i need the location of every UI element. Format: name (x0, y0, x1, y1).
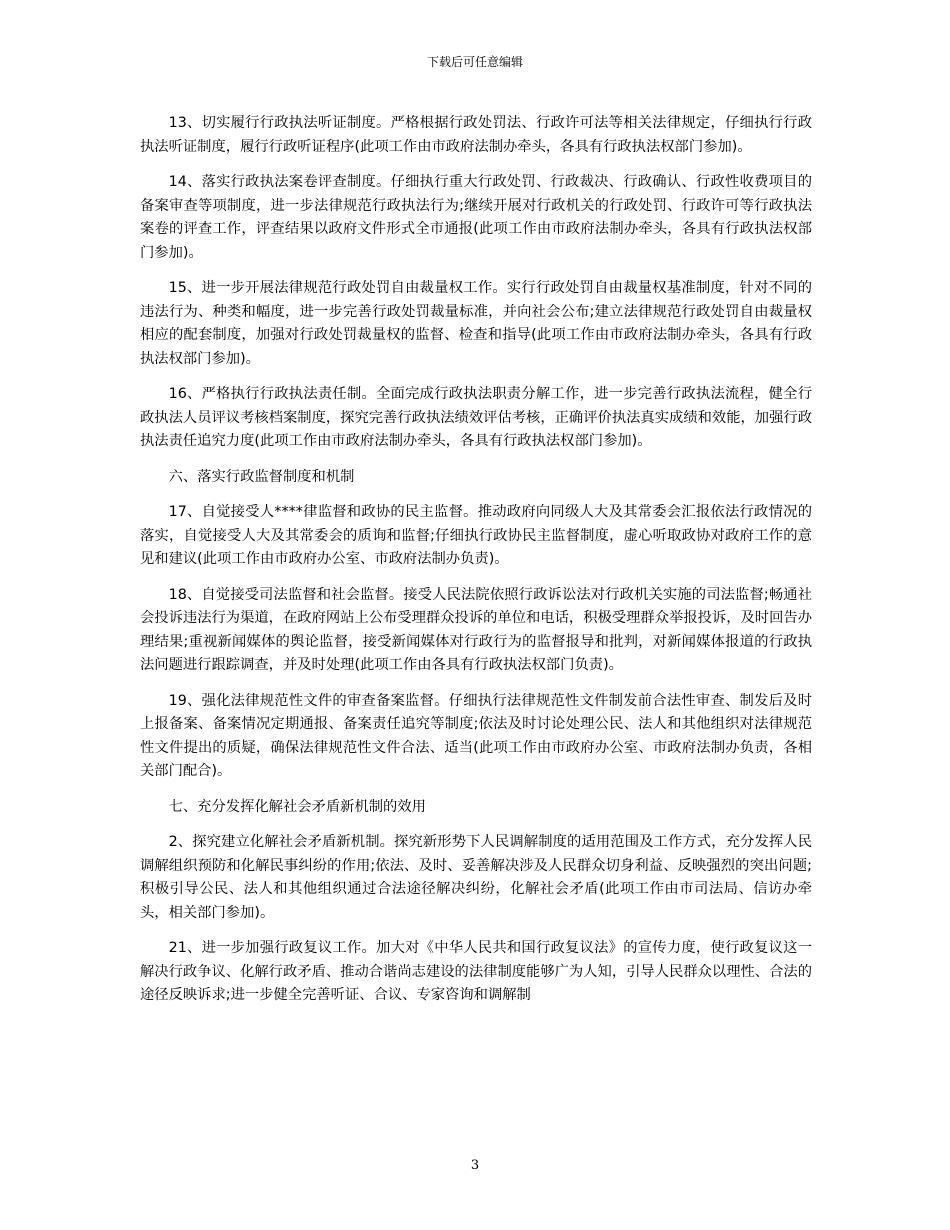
paragraph-item-18: 18、自觉接受司法监督和社会监督。接受人民法院依照行政诉讼法对行政机关实施的司法监督;畅通社会投诉违法行为渠道，在政府网站上公布受理群众投诉的单位和电话，积极受理群众举报投诉，及时回告办理结果;重视新闻媒体的舆论监督，接受新闻媒体对行政行为的监督报导和批判，对新闻媒体报道的行政执法问题进行跟踪调查，并及时处理(此项工作由各具有行政执法权部门负责)。 (140, 586, 812, 673)
paragraph-item-13: 13、切实履行行政执法听证制度。严格根据行政处罚法、行政许可法等相关法律规定，仔细执行行政执法听证制度，履行行政听证程序(此项工作由市政府法制办牵头，各具有行政执法权部门参加)。 (140, 115, 812, 155)
paragraph-item-17: 17、自觉接受人****律监督和政协的民主监督。推动政府向同级人大及其常委会汇报依法行政情况的落实，自觉接受人大及其常委会的质询和监督;仔细执行政协民主监督制度，虚心听取政协对政府工作的意见和建议(此项工作由市政府办公室、市政府法制办负责)。 (140, 504, 812, 567)
page-header: 下载后可任意编辑 (426, 55, 523, 69)
paragraph-item-14: 14、落实行政执法案卷评查制度。仔细执行重大行政处罚、行政裁决、行政确认、行政性收费项目的备案审查等项制度，进一步法律规范行政执法行为;继续开展对行政机关的行政处罚、行政许可等行政执法案卷的评查工作，评查结果以政府文件形式全市通报(此项工作由市政府法制办牵头，各具有行政执法权部门参加)。 (140, 174, 812, 261)
page-number: 3 (470, 1158, 480, 1173)
document-body (140, 112, 812, 1020)
paragraph-item-19: 19、强化法律规范性文件的审查备案监督。仔细执行法律规范性文件制发前合法性审查、制发后及时上报备案、备案情况定期通报、备案责任追究等制度;依法及时讨论处理公民、法人和其他组织对法律规范性文件提出的质疑，确保法律规范性文件合法、适当(此项工作由市政府办公室、市政府法制办负责，各相关部门配合)。 (140, 692, 812, 779)
paragraph-item-2: 2、探究建立化解社会矛盾新机制。探究新形势下人民调解制度的适用范围及工作方式，充分发挥人民调解组织预防和化解民事纠纷的作用;依法、及时、妥善解决涉及人民群众切身利益、反映强烈的突出问题;积极引导公民、法人和其他组织通过合法途径解决纠纷，化解社会矛盾(此项工作由市司法局、信访办牵头，相关部门参加)。 (140, 834, 812, 921)
section-heading-7: 七、充分发挥化解社会矛盾新机制的效用 (168, 798, 426, 815)
paragraph-item-16: 16、严格执行行政执法责任制。全面完成行政执法职责分解工作，进一步完善行政执法流程，健全行政执法人员评议考核档案制度，探究完善行政执法绩效评估考核，正确评价执法真实成绩和效能，加强行政执法责任追究力度(此项工作由市政府法制办牵头，各具有行政执法权部门参加)。 (140, 386, 812, 449)
section-heading-6: 六、落实行政监督制度和机制 (168, 468, 355, 485)
paragraph-item-15: 15、进一步开展法律规范行政处罚自由裁量权工作。实行行政处罚自由裁量权基准制度，针对不同的违法行为、种类和幅度，进一步完善行政处罚裁量标准，并向社会公布;建立法律规范行政处罚自由裁量权相应的配套制度，加强对行政处罚裁量权的监督、检查和指导(此项工作由市政府法制办牵头，各具有行政执法权部门参加)。 (140, 280, 812, 367)
paragraph-item-21: 21、进一步加强行政复议工作。加大对《中华人民共和国行政复议法》的宣传力度，使行政复议这一解决行政争议、化解行政矛盾、推动合谐尚志建设的法律制度能够广为人知，引导人民群众以理性、合法的途径反映诉求;进一步健全完善听证、合议、专家咨询和调解制 (140, 940, 812, 1003)
